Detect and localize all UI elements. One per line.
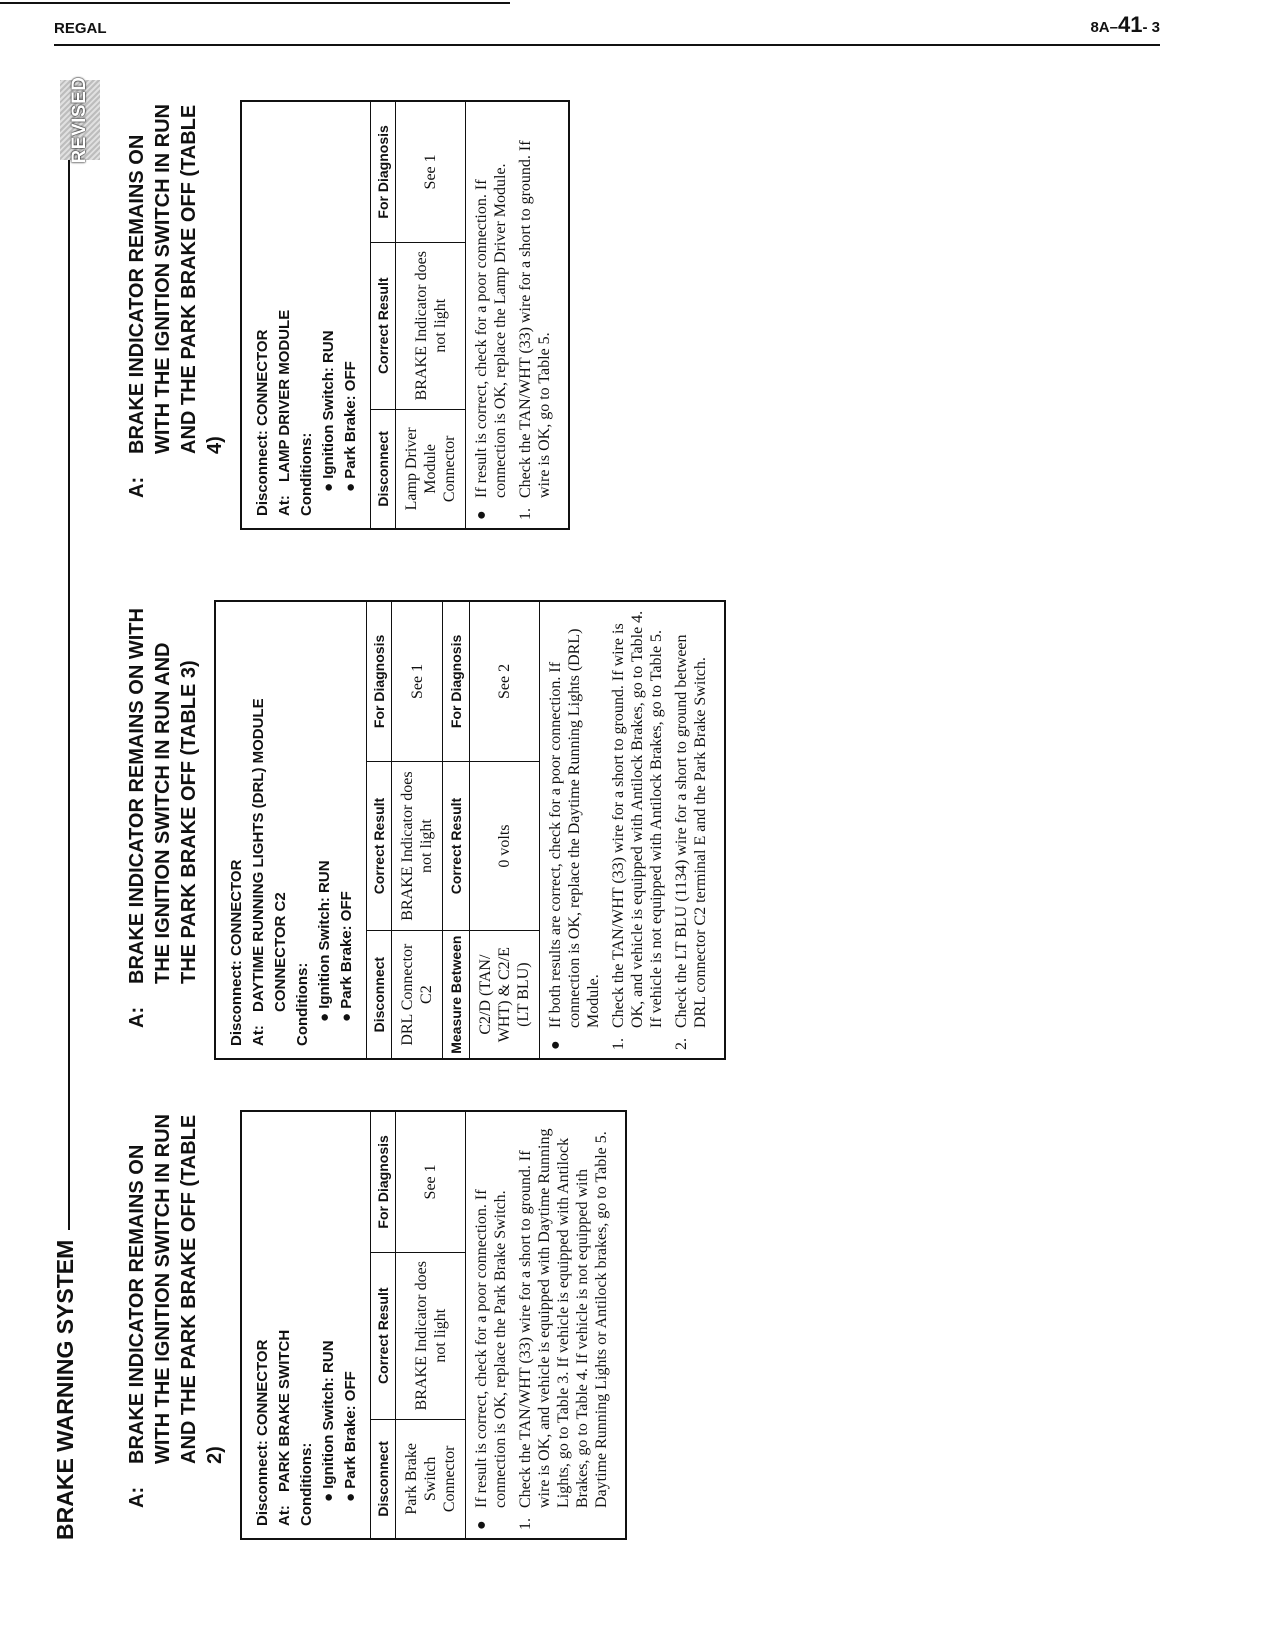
- table-cell: BRAKE Indicator does not light: [392, 761, 443, 930]
- column-header: For Diagnosis: [443, 601, 470, 761]
- page-suffix: - 3: [1142, 19, 1160, 36]
- table-cell: BRAKE Indicator does not light: [396, 1252, 466, 1419]
- table-cell: 0 volts: [470, 761, 540, 930]
- column-header: For Diagnosis: [367, 601, 392, 761]
- table-3-title: [124, 600, 202, 1060]
- disconnect-label: Disconnect:: [254, 1440, 271, 1526]
- table-2-notes: [466, 1111, 627, 1539]
- conditions-label: Conditions:: [298, 432, 315, 516]
- table-4-title: [124, 100, 228, 530]
- table-4-section: [124, 100, 570, 530]
- note-marker: 2.: [673, 1038, 690, 1050]
- page-header: [0, 0, 1264, 46]
- table-cell: BRAKE Indicator does not light: [396, 242, 466, 409]
- column-header: Correct Result: [371, 242, 396, 409]
- table-cell: See 1: [396, 1111, 466, 1252]
- table-cell: Park Brake Switch Connector: [396, 1419, 466, 1539]
- conditions-label: Conditions:: [298, 1442, 315, 1526]
- table-2-section: [124, 1110, 627, 1540]
- top-rule: [0, 2, 510, 4]
- column-header: For Diagnosis: [371, 1111, 396, 1252]
- note-marker: ●: [547, 1040, 564, 1050]
- bullet: ●: [320, 1492, 337, 1502]
- at-value: PARK BRAKE SWITCH: [276, 1329, 293, 1492]
- note-marker: ●: [473, 510, 490, 520]
- condition-item: Ignition Switch: RUN: [320, 1340, 337, 1489]
- page-prefix: 8A–: [1090, 19, 1118, 36]
- at-label: At:: [276, 1505, 293, 1526]
- table-cell: DRL Connector C2: [392, 931, 443, 1059]
- title-prefix: A:: [126, 476, 148, 498]
- disconnect-label: Disconnect:: [254, 430, 271, 516]
- bullet: ●: [342, 1492, 359, 1502]
- table-3: [214, 600, 726, 1060]
- table-3-info: [215, 601, 367, 1059]
- revised-label: REVISED: [69, 76, 90, 164]
- page-main-number: 41: [1118, 12, 1143, 37]
- note-item: [672, 610, 710, 1050]
- column-header: For Diagnosis: [371, 101, 396, 242]
- bullet: ●: [320, 482, 337, 492]
- note-item: [472, 1120, 510, 1530]
- table-3-notes: [540, 601, 726, 1059]
- note-text: Check the LT BLU (1134) wire for a short to ground between DRL connector C2 terminal E and the Park Brake Switch.: [673, 634, 709, 1028]
- condition-item: Ignition Switch: RUN: [320, 330, 337, 479]
- bullet: ●: [338, 1012, 355, 1022]
- note-item: [472, 110, 510, 520]
- note-text: Check the TAN/WHT (33) wire for a short to ground. If wire is OK, and vehicle is equipped with Daytime Running Lights, go to Table 3. If vehicle is equipped with Antilock Brakes, go to Table 4. If vehicle is not equipped with Daytime Running Lights or Antilock brakes, go to Table 5.: [517, 1128, 610, 1508]
- note-marker: ●: [473, 1520, 490, 1530]
- table-2: [240, 1110, 627, 1540]
- table-2-title: [124, 1110, 228, 1540]
- title-text: BRAKE INDICATOR REMAINS ON WITH THE IGNITION SWITCH IN RUN AND THE PARK BRAKE OFF (TABLE 2): [126, 1114, 226, 1464]
- table-3-section: [124, 600, 726, 1060]
- section-title: BRAKE WARNING SYSTEM: [52, 1239, 78, 1540]
- disconnect-value: CONNECTOR: [228, 859, 245, 956]
- title-prefix: A:: [126, 1006, 148, 1028]
- header-rule: [54, 44, 1160, 46]
- note-item: [516, 1120, 611, 1530]
- note-item: [609, 610, 666, 1050]
- condition-item: Park Brake: OFF: [342, 361, 359, 479]
- column-header: Correct Result: [371, 1252, 396, 1419]
- at-value: DAYTIME RUNNING LIGHTS (DRL) MODULE CONNECTOR C2: [250, 698, 289, 1012]
- at-value: LAMP DRIVER MODULE: [276, 309, 293, 482]
- table-cell: See 2: [470, 601, 540, 761]
- title-text: BRAKE INDICATOR REMAINS ON WITH THE IGNITION SWITCH IN RUN AND THE PARK BRAKE OFF (TABLE 3): [126, 608, 200, 984]
- column-header: Correct Result: [367, 761, 392, 930]
- note-marker: 1.: [517, 508, 534, 520]
- bullet: ●: [342, 482, 359, 492]
- at-label: At:: [250, 1025, 267, 1046]
- condition-item: Park Brake: OFF: [342, 1371, 359, 1489]
- table-4-notes: [466, 101, 570, 529]
- note-marker: 1.: [517, 1518, 534, 1530]
- disconnect-label: Disconnect:: [228, 960, 245, 1046]
- table-4-info: [241, 101, 371, 529]
- table-cell: Lamp Driver Module Connector: [396, 409, 466, 529]
- table-cell: See 1: [396, 101, 466, 242]
- note-text: If result is correct, check for a poor connection. If connection is OK, replace the Lamp Driver Module.: [473, 163, 509, 498]
- table-2-info: [241, 1111, 371, 1539]
- note-text: Check the TAN/WHT (33) wire for a short to ground. If wire is OK, go to Table 5.: [517, 140, 553, 498]
- condition-item: Ignition Switch: RUN: [316, 860, 333, 1009]
- note-item: [516, 110, 554, 520]
- rotated-page-content: [50, 60, 1140, 1540]
- section-title-rule: [68, 98, 70, 1230]
- page-number: [1090, 12, 1160, 38]
- table-4: [240, 100, 570, 530]
- column-header: Disconnect: [367, 931, 392, 1059]
- column-header: Measure Between: [443, 931, 470, 1059]
- table-cell: See 1: [392, 601, 443, 761]
- note-marker: 1.: [610, 1038, 627, 1050]
- disconnect-value: CONNECTOR: [254, 329, 271, 426]
- conditions-label: Conditions:: [294, 962, 311, 1046]
- title-text: BRAKE INDICATOR REMAINS ON WITH THE IGNITION SWITCH IN RUN AND THE PARK BRAKE OFF (TABLE 4): [126, 104, 226, 454]
- condition-item: Park Brake: OFF: [338, 891, 355, 1009]
- model-name: REGAL: [54, 20, 107, 37]
- bullet: ●: [316, 1012, 333, 1022]
- title-prefix: A:: [126, 1486, 148, 1508]
- at-label: At:: [276, 495, 293, 516]
- note-text: Check the TAN/WHT (33) wire for a short to ground. If wire is OK, and vehicle is equipped with Antilock Brakes, go to Table 4. If vehicle is not equipped with Antilock Brakes, go to Table 5.: [610, 610, 665, 1028]
- table-cell: C2/D (TAN/ WHT) & C2/E (LT BLU): [470, 931, 540, 1059]
- note-text: If result is correct, check for a poor connection. If connection is OK, replace the Park Brake Switch.: [473, 1189, 509, 1508]
- revised-badge: [60, 76, 100, 164]
- note-item: [546, 610, 603, 1050]
- column-header: Disconnect: [371, 1419, 396, 1539]
- column-header: Disconnect: [371, 409, 396, 529]
- column-header: Correct Result: [443, 761, 470, 930]
- note-text: If both results are correct, check for a poor connection. If connection is OK, replace the Daytime Running Lights (DRL) Module.: [547, 628, 602, 1028]
- disconnect-value: CONNECTOR: [254, 1339, 271, 1436]
